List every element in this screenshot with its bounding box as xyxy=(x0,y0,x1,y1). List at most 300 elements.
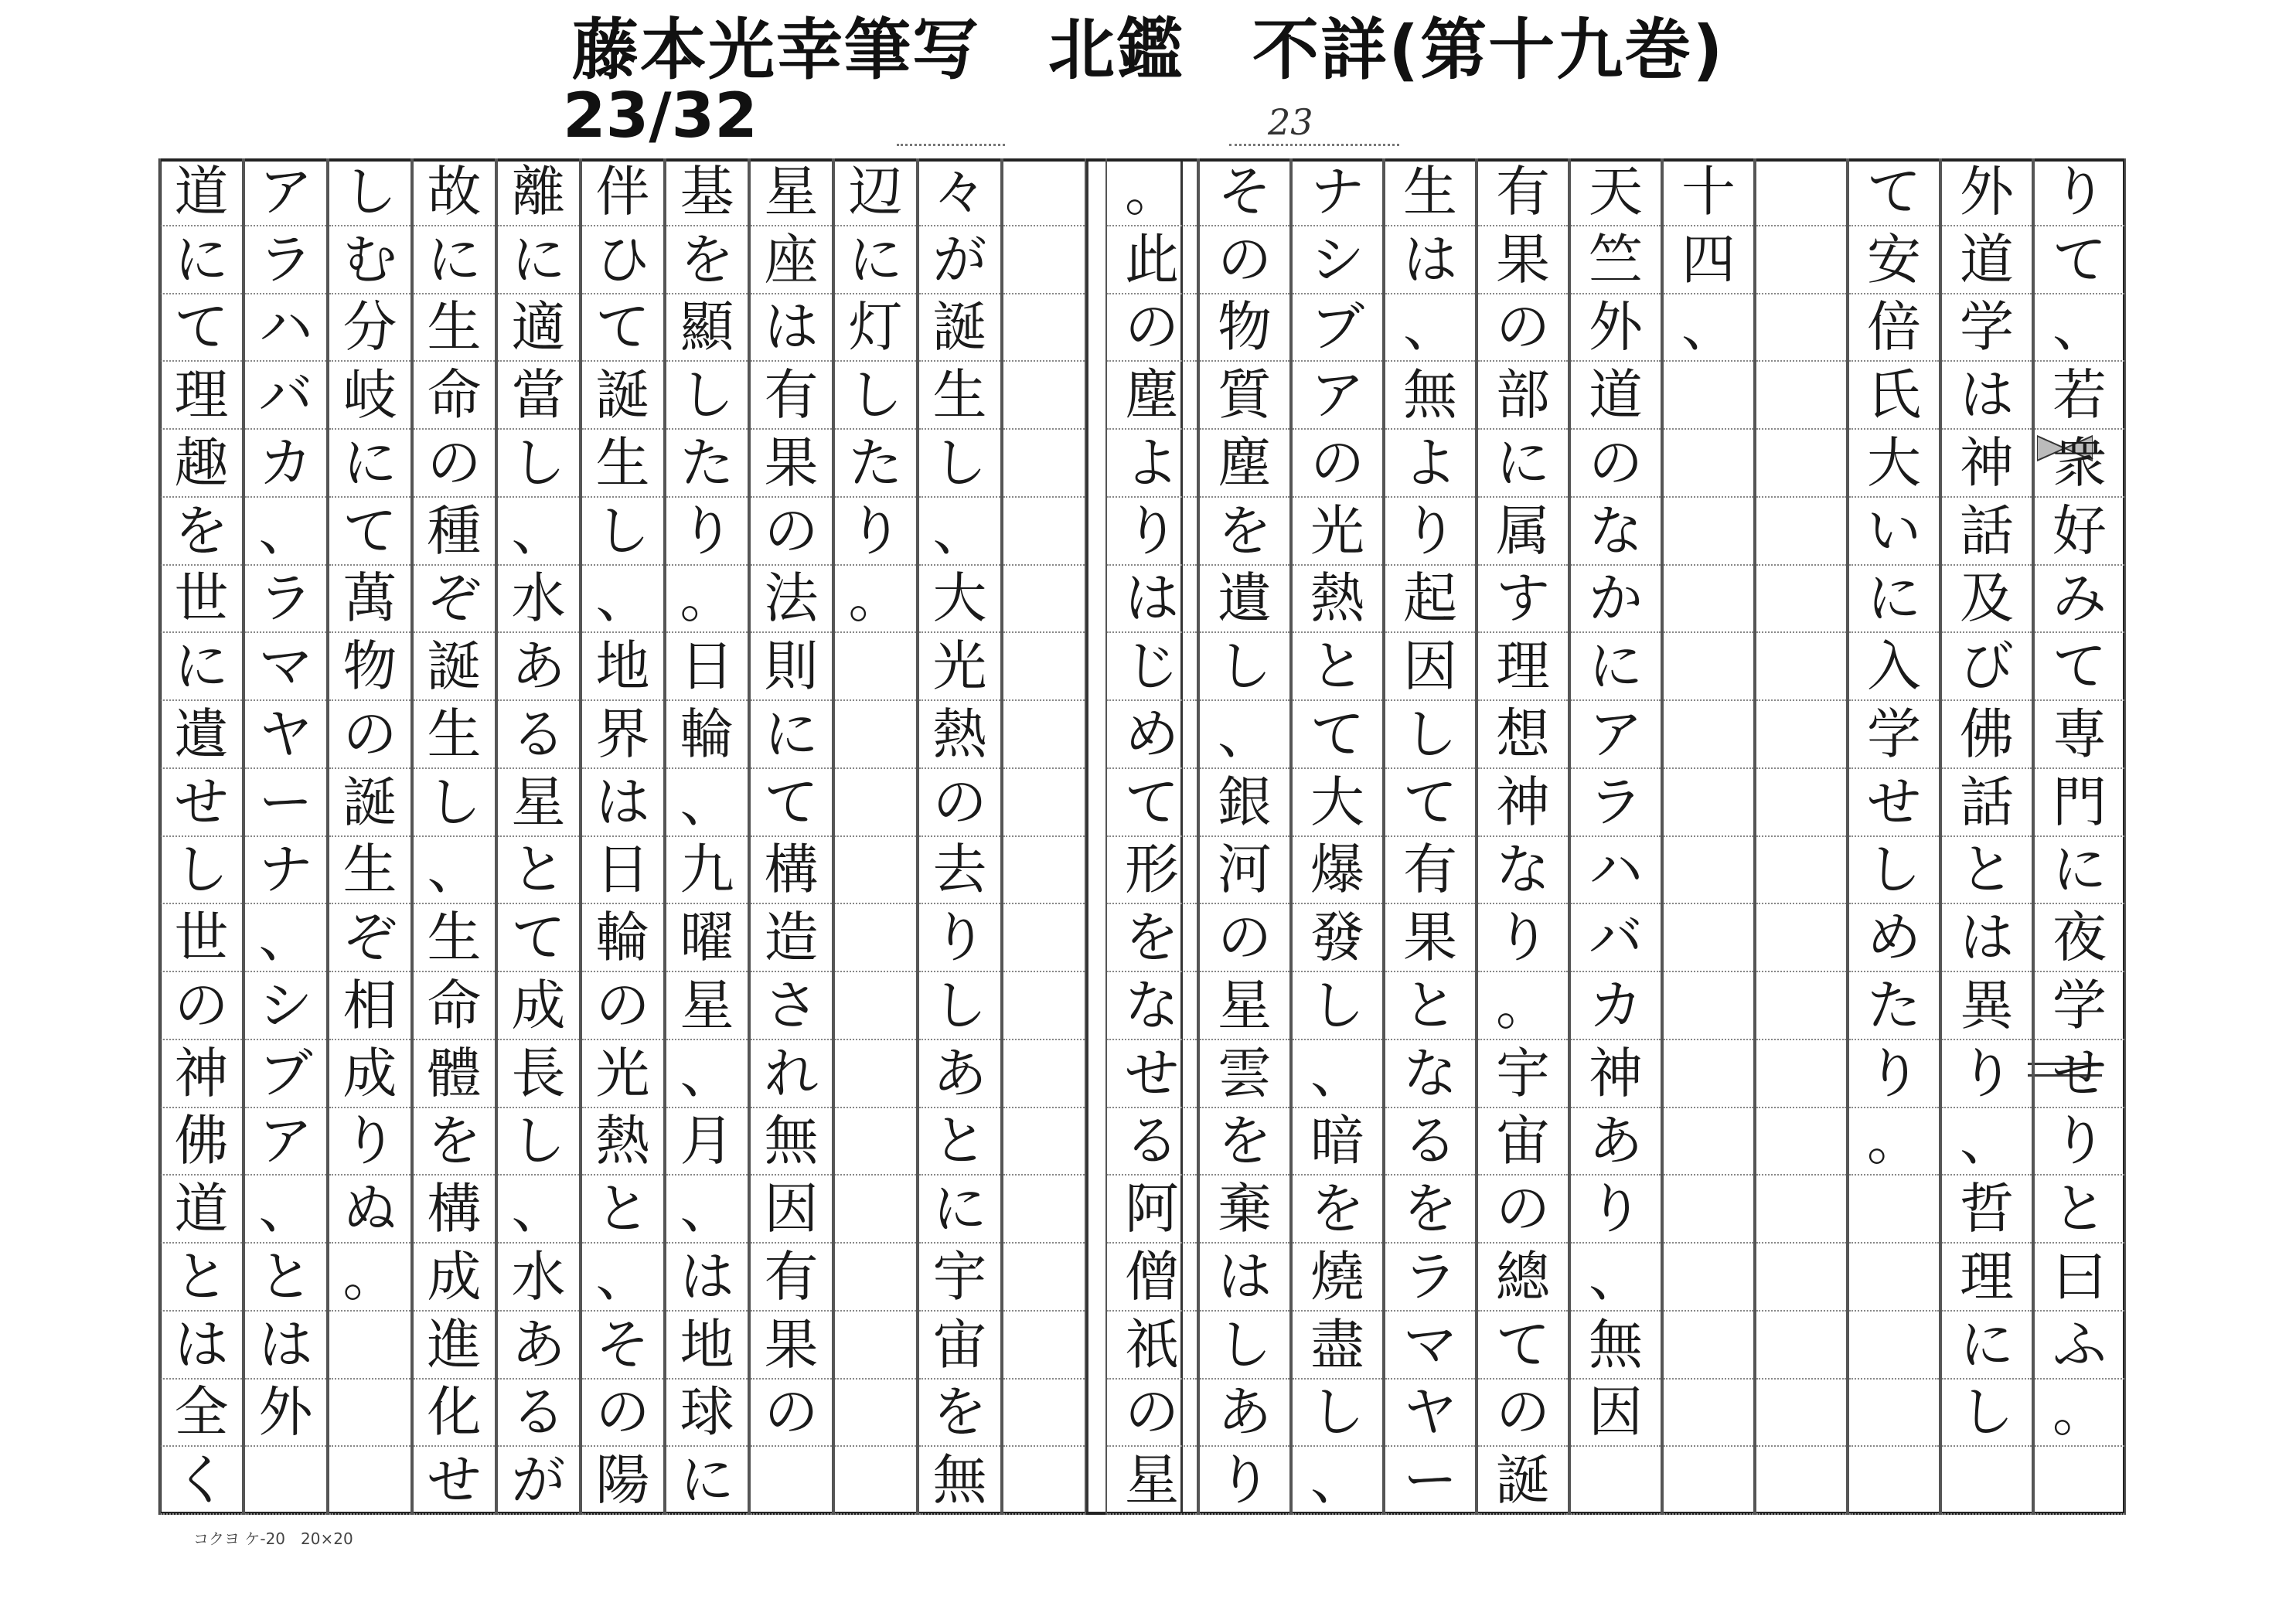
manuscript-cell: 。 xyxy=(1478,972,1568,1040)
manuscript-cell: 安 xyxy=(1849,226,1939,294)
manuscript-cell: は xyxy=(245,1312,326,1380)
manuscript-cell xyxy=(1756,904,1846,972)
manuscript-cell: か xyxy=(1571,566,1661,634)
manuscript-cell: 長 xyxy=(498,1040,579,1108)
manuscript-cell xyxy=(835,769,916,837)
manuscript-cell: 。 xyxy=(329,1244,410,1312)
manuscript-cell: バ xyxy=(245,362,326,430)
manuscript-cell xyxy=(835,1380,916,1448)
manuscript-column xyxy=(581,158,665,1515)
manuscript-cell: 遺 xyxy=(1200,566,1289,634)
manuscript-cell: 。 xyxy=(835,566,916,634)
manuscript-cell: 、 xyxy=(1571,1244,1661,1312)
manuscript-cell: 塵 xyxy=(1200,430,1289,498)
manuscript-cell: 光 xyxy=(1293,498,1382,566)
manuscript-cell: 地 xyxy=(582,633,663,701)
manuscript-cell: し xyxy=(666,362,748,430)
manuscript-cell: と xyxy=(1942,837,2032,905)
manuscript-cell xyxy=(1003,158,1085,226)
manuscript-column xyxy=(1848,158,1940,1515)
manuscript-cell: 、 xyxy=(582,1244,663,1312)
manuscript-cell: 異 xyxy=(1942,972,2032,1040)
manuscript-cell: 灯 xyxy=(835,294,916,362)
manuscript-cell xyxy=(835,1040,916,1108)
manuscript-cell xyxy=(1756,1176,1846,1244)
manuscript-cell: に xyxy=(161,633,242,701)
manuscript-cell: に xyxy=(2035,837,2124,905)
manuscript-cell: る xyxy=(498,701,579,769)
manuscript-cell: と xyxy=(245,1244,326,1312)
manuscript-cell: 、 xyxy=(245,498,326,566)
manuscript-cell: 、 xyxy=(245,904,326,972)
manuscript-cell: 故 xyxy=(414,158,495,226)
manuscript-cell xyxy=(1942,1447,2032,1515)
manuscript-cell: の xyxy=(1107,294,1197,362)
manuscript-cell xyxy=(1849,1380,1939,1448)
manuscript-cell: る xyxy=(1385,1108,1475,1176)
manuscript-cell xyxy=(1664,430,1753,498)
manuscript-cell: 神 xyxy=(161,1040,242,1108)
manuscript-cell xyxy=(1664,1312,1753,1380)
manuscript-cell xyxy=(1003,1244,1085,1312)
manuscript-cell: せ xyxy=(1849,769,1939,837)
manuscript-cell xyxy=(1003,1447,1085,1515)
manuscript-cell: 祇 xyxy=(1107,1312,1197,1380)
manuscript-column xyxy=(1384,158,1477,1515)
manuscript-cell: 及 xyxy=(1942,566,2032,634)
manuscript-cell xyxy=(1756,1244,1846,1312)
manuscript-cell: む xyxy=(329,226,410,294)
manuscript-cell: ア xyxy=(1571,701,1661,769)
manuscript-cell: 無 xyxy=(1385,362,1475,430)
manuscript-cell: に xyxy=(1571,633,1661,701)
manuscript-cell xyxy=(1756,1447,1846,1515)
manuscript-cell xyxy=(1664,1447,1753,1515)
manuscript-cell: 果 xyxy=(751,430,832,498)
manuscript-cell: ヤ xyxy=(1385,1380,1475,1448)
manuscript-cell: 發 xyxy=(1293,904,1382,972)
manuscript-cell: 。 xyxy=(1849,1108,1939,1176)
manuscript-cell: て xyxy=(2035,226,2124,294)
manuscript-cell: の xyxy=(1200,226,1289,294)
manuscript-cell xyxy=(1756,294,1846,362)
manuscript-cell xyxy=(1756,566,1846,634)
manuscript-cell: 氏 xyxy=(1849,362,1939,430)
manuscript-cell: て xyxy=(582,294,663,362)
manuscript-cell: 、 xyxy=(498,1176,579,1244)
manuscript-cell: り xyxy=(1571,1176,1661,1244)
manuscript-column xyxy=(1002,158,1086,1515)
manuscript-cell: 有 xyxy=(751,362,832,430)
manuscript-cell xyxy=(835,904,916,972)
manuscript-cell: ア xyxy=(245,158,326,226)
manuscript-cell xyxy=(835,1176,916,1244)
manuscript-cell: 物 xyxy=(1200,294,1289,362)
manuscript-cell: く xyxy=(161,1447,242,1515)
manuscript-cell: 日 xyxy=(582,837,663,905)
manuscript-cell: し xyxy=(1200,633,1289,701)
manuscript-cell xyxy=(1003,1040,1085,1108)
manuscript-cell xyxy=(1003,362,1085,430)
manuscript-cell: に xyxy=(751,701,832,769)
manuscript-cell: 生 xyxy=(582,430,663,498)
manuscript-cell: ひ xyxy=(582,226,663,294)
manuscript-cell: 僧 xyxy=(1107,1244,1197,1312)
manuscript-cell: の xyxy=(582,972,663,1040)
manuscript-cell: な xyxy=(1571,498,1661,566)
manuscript-cell: 外 xyxy=(1942,158,2032,226)
manuscript-cell xyxy=(1756,769,1846,837)
manuscript-cell: 、 xyxy=(1293,1447,1382,1515)
manuscript-cell: 話 xyxy=(1942,769,2032,837)
manuscript-cell: 萬 xyxy=(329,566,410,634)
manuscript-cell: て xyxy=(2035,633,2124,701)
manuscript-cell: 誕 xyxy=(1478,1447,1568,1515)
manuscript-cell: り xyxy=(1849,1040,1939,1108)
manuscript-cell: あ xyxy=(498,633,579,701)
manuscript-cell: 衆 xyxy=(2035,430,2124,498)
manuscript-cell xyxy=(1003,1176,1085,1244)
manuscript-cell: と xyxy=(2035,1176,2124,1244)
manuscript-cell: 、 xyxy=(919,498,1000,566)
manuscript-cell: 體 xyxy=(414,1040,495,1108)
manuscript-cell: 熱 xyxy=(582,1108,663,1176)
manuscript-cell: 棄 xyxy=(1200,1176,1289,1244)
manuscript-cell: 誕 xyxy=(329,769,410,837)
manuscript-cell xyxy=(1664,1108,1753,1176)
manuscript-column xyxy=(328,158,412,1515)
manuscript-cell: さ xyxy=(751,972,832,1040)
manuscript-cell: ラ xyxy=(1571,769,1661,837)
manuscript-cell: 星 xyxy=(751,158,832,226)
manuscript-cell: 去 xyxy=(919,837,1000,905)
manuscript-column xyxy=(749,158,833,1515)
manuscript-cell: 構 xyxy=(751,837,832,905)
manuscript-cell: 果 xyxy=(1385,904,1475,972)
manuscript-column xyxy=(1662,158,1755,1515)
manuscript-cell: と xyxy=(1293,633,1382,701)
manuscript-cell: 想 xyxy=(1478,701,1568,769)
manuscript-cell: し xyxy=(498,430,579,498)
manuscript-cell: 構 xyxy=(414,1176,495,1244)
manuscript-cell xyxy=(1664,769,1753,837)
manuscript-cell xyxy=(1003,904,1085,972)
manuscript-cell xyxy=(1756,226,1846,294)
manuscript-cell: 九 xyxy=(666,837,748,905)
manuscript-cell: 月 xyxy=(666,1108,748,1176)
manuscript-cell: 、 xyxy=(666,1176,748,1244)
manuscript-cell: は xyxy=(751,294,832,362)
manuscript-cell xyxy=(1664,566,1753,634)
manuscript-cell: 種 xyxy=(414,498,495,566)
manuscript-cell: 部 xyxy=(1478,362,1568,430)
manuscript-cell: の xyxy=(329,701,410,769)
manuscript-cell: 若 xyxy=(2035,362,2124,430)
manuscript-cell: 無 xyxy=(751,1108,832,1176)
manuscript-cell: 趣 xyxy=(161,430,242,498)
manuscript-column xyxy=(244,158,328,1515)
manuscript-cell: て xyxy=(1478,1312,1568,1380)
manuscript-cell: の xyxy=(751,1380,832,1448)
manuscript-cell: カ xyxy=(1571,972,1661,1040)
manuscript-cell: 学 xyxy=(1849,701,1939,769)
manuscript-cell: に xyxy=(835,226,916,294)
manuscript-cell: 、 xyxy=(1664,294,1753,362)
manuscript-cell: 有 xyxy=(1478,158,1568,226)
manuscript-cell: い xyxy=(1849,498,1939,566)
manuscript-cell: 因 xyxy=(1385,633,1475,701)
manuscript-cell: た xyxy=(1849,972,1939,1040)
manuscript-cell: り xyxy=(2035,158,2124,226)
manuscript-cell: を xyxy=(1200,498,1289,566)
manuscript-cell: マ xyxy=(1385,1312,1475,1380)
manuscript-cell: の xyxy=(1571,430,1661,498)
manuscript-cell: 外 xyxy=(245,1380,326,1448)
manuscript-cell: 神 xyxy=(1942,430,2032,498)
manuscript-cell: あ xyxy=(498,1312,579,1380)
manuscript-cell: 大 xyxy=(919,566,1000,634)
manuscript-cell: が xyxy=(498,1447,579,1515)
manuscript-cell: 阿 xyxy=(1107,1176,1197,1244)
manuscript-cell: 星 xyxy=(666,972,748,1040)
manuscript-cell xyxy=(1756,1312,1846,1380)
manuscript-cell: 命 xyxy=(414,362,495,430)
manuscript-cell: 道 xyxy=(1942,226,2032,294)
manuscript-cell: な xyxy=(1107,972,1197,1040)
manuscript-cell: を xyxy=(1293,1176,1382,1244)
manuscript-column xyxy=(412,158,496,1515)
manuscript-cell: 塵 xyxy=(1107,362,1197,430)
manuscript-cell: て xyxy=(161,294,242,362)
manuscript-cell: 哲 xyxy=(1942,1176,2032,1244)
manuscript-cell: 地 xyxy=(666,1312,748,1380)
manuscript-cell: 水 xyxy=(498,566,579,634)
manuscript-cell: て xyxy=(1107,769,1197,837)
manuscript-cell: 倍 xyxy=(1849,294,1939,362)
manuscript-cell: 生 xyxy=(919,362,1000,430)
manuscript-cell xyxy=(1003,498,1085,566)
manuscript-cell: に xyxy=(1478,430,1568,498)
manuscript-cell: の xyxy=(1293,430,1382,498)
manuscript-cell: め xyxy=(1849,904,1939,972)
manuscript-cell: し xyxy=(1849,837,1939,905)
manuscript-cell: 学 xyxy=(2035,972,2124,1040)
manuscript-cell: 輪 xyxy=(666,701,748,769)
manuscript-cell: じ xyxy=(1107,633,1197,701)
manuscript-cell: 宙 xyxy=(1478,1108,1568,1176)
manuscript-cell: 伴 xyxy=(582,158,663,226)
manuscript-cell: の xyxy=(414,430,495,498)
manuscript-cell: 入 xyxy=(1849,633,1939,701)
manuscript-cell: ラ xyxy=(245,566,326,634)
manuscript-cell: 大 xyxy=(1849,430,1939,498)
manuscript-cell: 生 xyxy=(414,904,495,972)
manuscript-cell: ぬ xyxy=(329,1176,410,1244)
manuscript-cell xyxy=(1003,633,1085,701)
manuscript-cell xyxy=(1756,1108,1846,1176)
manuscript-cell: 河 xyxy=(1200,837,1289,905)
manuscript-cell: ア xyxy=(245,1108,326,1176)
manuscript-cell xyxy=(1571,1447,1661,1515)
manuscript-cell: し xyxy=(582,498,663,566)
manuscript-cell: よ xyxy=(1107,430,1197,498)
manuscript-cell: 雲 xyxy=(1200,1040,1289,1108)
manuscript-cell: 辺 xyxy=(835,158,916,226)
manuscript-cell: 遺 xyxy=(161,701,242,769)
manuscript-cell: が xyxy=(919,226,1000,294)
manuscript-cell: 化 xyxy=(414,1380,495,1448)
manuscript-cell xyxy=(1003,701,1085,769)
manuscript-cell xyxy=(1003,566,1085,634)
manuscript-cell: は xyxy=(582,769,663,837)
manuscript-cell: し xyxy=(1200,1312,1289,1380)
manuscript-cell: は xyxy=(1942,362,2032,430)
manuscript-cell: り xyxy=(919,904,1000,972)
manuscript-column xyxy=(1755,158,1848,1515)
manuscript-cell xyxy=(835,701,916,769)
manuscript-cell: シ xyxy=(245,972,326,1040)
manuscript-cell xyxy=(1003,972,1085,1040)
manuscript-cell: 世 xyxy=(161,566,242,634)
manuscript-cell: 理 xyxy=(1942,1244,2032,1312)
manuscript-cell: て xyxy=(1849,158,1939,226)
manuscript-cell: 無 xyxy=(1571,1312,1661,1380)
manuscript-cell: 宇 xyxy=(919,1244,1000,1312)
manuscript-cell: 、 xyxy=(1385,294,1475,362)
manuscript-cell: バ xyxy=(1571,904,1661,972)
manuscript-cell: と xyxy=(919,1108,1000,1176)
manuscript-cell: に xyxy=(1849,566,1939,634)
manuscript-cell: を xyxy=(1385,1176,1475,1244)
manuscript-cell xyxy=(1664,837,1753,905)
manuscript-cell: 曜 xyxy=(666,904,748,972)
manuscript-cell: 門 xyxy=(2035,769,2124,837)
manuscript-cell: み xyxy=(2035,566,2124,634)
manuscript-cell: 神 xyxy=(1571,1040,1661,1108)
manuscript-cell: ブ xyxy=(1293,294,1382,362)
manuscript-cell: 、 xyxy=(666,769,748,837)
manuscript-cell: と xyxy=(582,1176,663,1244)
manuscript-cell: せ xyxy=(1107,1040,1197,1108)
manuscript-cell: 。 xyxy=(666,566,748,634)
manuscript-cell: そ xyxy=(1200,158,1289,226)
manuscript-cell: 形 xyxy=(1107,837,1197,905)
manuscript-cell: 造 xyxy=(751,904,832,972)
manuscript-column xyxy=(159,158,244,1515)
manuscript-cell: り xyxy=(835,498,916,566)
manuscript-cell xyxy=(1003,1108,1085,1176)
manuscript-cell: 燒 xyxy=(1293,1244,1382,1312)
manuscript-cell: 、 xyxy=(2035,294,2124,362)
manuscript-cell: 々 xyxy=(919,158,1000,226)
manuscript-cell: り xyxy=(329,1108,410,1176)
manuscript-cell: し xyxy=(1293,972,1382,1040)
manuscript-cell xyxy=(329,1380,410,1448)
manuscript-column xyxy=(1940,158,2033,1515)
manuscript-cell: 熱 xyxy=(1293,566,1382,634)
manuscript-column xyxy=(2033,158,2126,1515)
manuscript-cell: れ xyxy=(751,1040,832,1108)
manuscript-cell: 離 xyxy=(498,158,579,226)
manuscript-cell: 星 xyxy=(1200,972,1289,1040)
manuscript-cell xyxy=(2035,1447,2124,1515)
manuscript-cell: て xyxy=(1385,769,1475,837)
manuscript-cell: 爆 xyxy=(1293,837,1382,905)
manuscript-cell xyxy=(835,1108,916,1176)
manuscript-cell: 起 xyxy=(1385,566,1475,634)
manuscript-cell: ブ xyxy=(245,1040,326,1108)
manuscript-cell xyxy=(245,1447,326,1515)
manuscript-cell: 命 xyxy=(414,972,495,1040)
manuscript-cell xyxy=(1756,362,1846,430)
manuscript-cell xyxy=(1664,1244,1753,1312)
manuscript-cell: り xyxy=(1478,904,1568,972)
manuscript-cell: 佛 xyxy=(161,1108,242,1176)
manuscript-cell xyxy=(751,1447,832,1515)
manuscript-cell: 竺 xyxy=(1571,226,1661,294)
manuscript-cell xyxy=(1664,1380,1753,1448)
manuscript-cell xyxy=(329,1312,410,1380)
manuscript-cell: 生 xyxy=(414,701,495,769)
manuscript-cell: り xyxy=(1107,498,1197,566)
manuscript-cell: り xyxy=(2035,1108,2124,1176)
manuscript-cell: 道 xyxy=(1571,362,1661,430)
manuscript-cell: 基 xyxy=(666,158,748,226)
manuscript-column xyxy=(918,158,1002,1515)
manuscript-cell: し xyxy=(919,972,1000,1040)
manuscript-cell: 、 xyxy=(414,837,495,905)
manuscript-cell: 。 xyxy=(1107,158,1197,226)
manuscript-cell: 成 xyxy=(498,972,579,1040)
manuscript-cell: の xyxy=(1478,1176,1568,1244)
document-title: 藤本光幸筆写 北鑑 不詳(第十九巻) xyxy=(572,12,1725,89)
manuscript-cell: 話 xyxy=(1942,498,2032,566)
manuscript-column xyxy=(1105,158,1198,1515)
manuscript-cell: 光 xyxy=(919,633,1000,701)
manuscript-cell: 星 xyxy=(498,769,579,837)
manuscript-cell: 、 xyxy=(1200,701,1289,769)
manuscript-cell: し xyxy=(1942,1380,2032,1448)
manuscript-cell: よ xyxy=(1385,430,1475,498)
manuscript-cell: し xyxy=(919,430,1000,498)
manuscript-cell: 、 xyxy=(498,498,579,566)
manuscript-cell: に xyxy=(666,1447,748,1515)
manuscript-cell: 日 xyxy=(666,633,748,701)
manuscript-cell: て xyxy=(329,498,410,566)
manuscript-cell xyxy=(1664,1040,1753,1108)
manuscript-cell: 好 xyxy=(2035,498,2124,566)
manuscript-cell xyxy=(835,837,916,905)
manuscript-cell: は xyxy=(161,1312,242,1380)
manuscript-cell: 界 xyxy=(582,701,663,769)
manuscript-cell: 則 xyxy=(751,633,832,701)
manuscript-cell: 有 xyxy=(1385,837,1475,905)
manuscript-cell: せ xyxy=(161,769,242,837)
manuscript-cell xyxy=(1756,498,1846,566)
manuscript-cell: 、 xyxy=(666,1040,748,1108)
manuscript-cell xyxy=(1756,1040,1846,1108)
manuscript-cell: に xyxy=(498,226,579,294)
manuscript-cell xyxy=(1003,430,1085,498)
manuscript-cell: 有 xyxy=(751,1244,832,1312)
manuscript-cell: 相 xyxy=(329,972,410,1040)
manuscript-cell: カ xyxy=(245,430,326,498)
manuscript-cell: 道 xyxy=(161,158,242,226)
manuscript-cell: を xyxy=(919,1380,1000,1448)
manuscript-cell: 宙 xyxy=(919,1312,1000,1380)
manuscript-cell: て xyxy=(751,769,832,837)
manuscript-cell xyxy=(329,1447,410,1515)
